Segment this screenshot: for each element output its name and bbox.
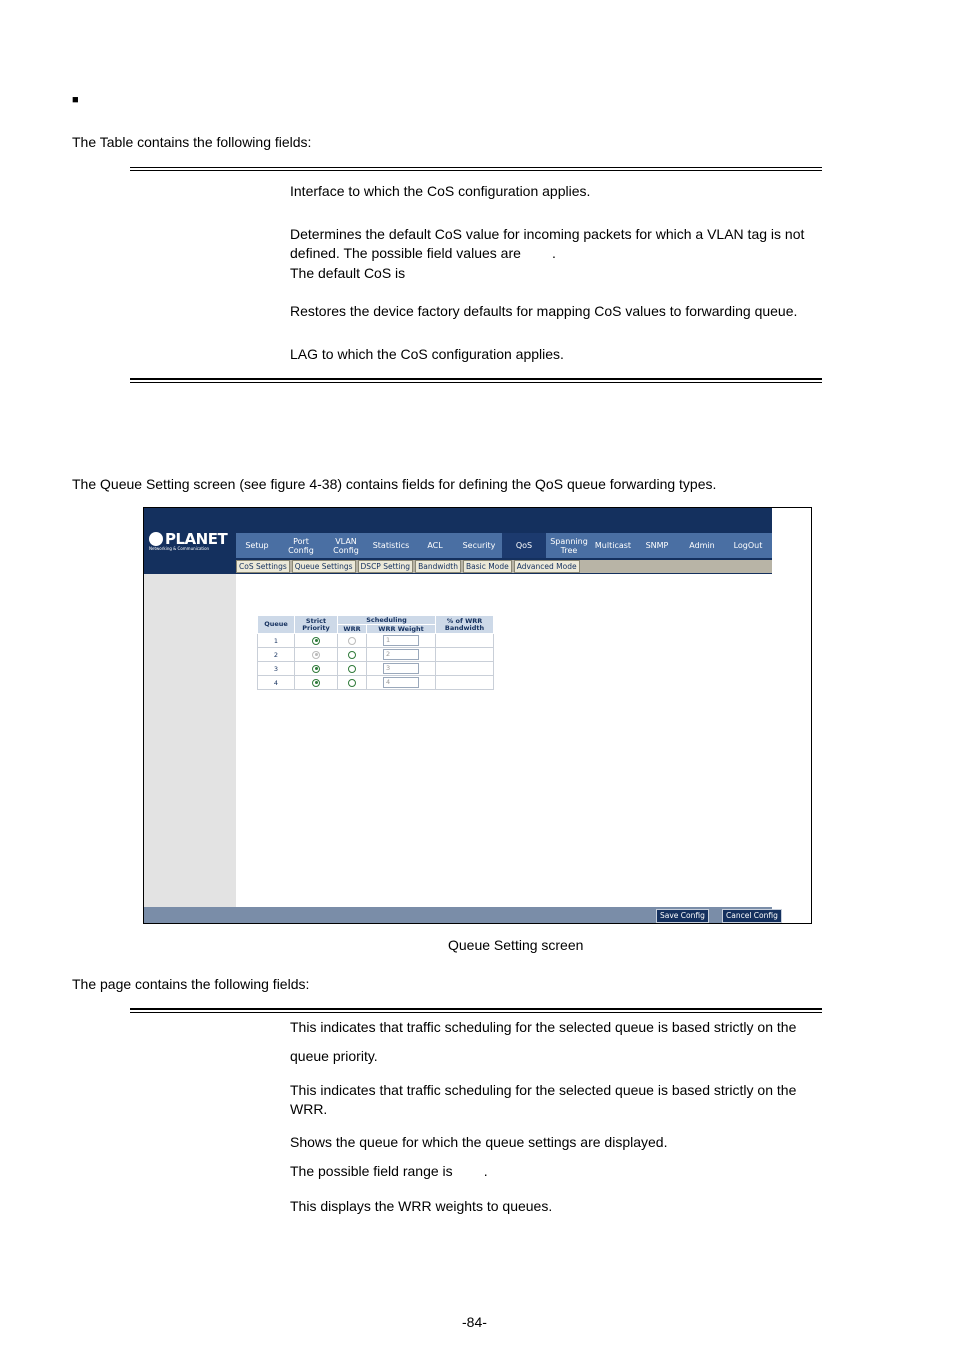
table2-rule-top <box>130 1008 822 1010</box>
nav-item-spanning-tree[interactable]: Spanning Tree <box>550 536 588 555</box>
nav-item-acl[interactable]: ACL <box>427 541 443 550</box>
col-pct-header: % of WRR Bandwidth <box>436 616 494 634</box>
wrr-radio[interactable] <box>348 637 356 645</box>
wrr-weight-input[interactable]: 2 <box>383 649 419 660</box>
wrr-bandwidth-cell <box>436 634 494 648</box>
col-weight-header: WRR Weight <box>367 625 436 634</box>
nav-item-security[interactable]: Security <box>462 541 496 550</box>
field-desc-wrr: This indicates that traffic scheduling for the selected queue is based strictly on the <box>290 1082 797 1098</box>
nav-item-admin[interactable]: Admin <box>689 541 715 550</box>
queue-setting-screenshot <box>143 507 812 924</box>
queue-settings-table <box>257 615 494 690</box>
subnav-item-advanced-mode[interactable]: Advanced Mode <box>514 560 580 573</box>
queue-number: 4 <box>258 676 295 690</box>
table1-rule-top <box>130 167 822 168</box>
nav-item-statistics[interactable]: Statistics <box>372 541 410 550</box>
nav-item-logout[interactable]: LogOut <box>733 541 763 550</box>
table2-rule-top2 <box>130 1012 822 1013</box>
field-desc-queue-2: The possible field range is . <box>290 1163 488 1179</box>
wrr-weight-input[interactable]: 3 <box>383 663 419 674</box>
main-nav <box>236 533 772 558</box>
col-wrr-header: WRR <box>338 625 367 634</box>
bullet-marker: ■ <box>72 94 79 106</box>
sub-nav <box>236 560 772 573</box>
subnav-item-cos-settings[interactable]: CoS Settings <box>236 560 290 573</box>
field-desc-restore: Restores the device factory defaults for mapping CoS values to forwarding queue. <box>290 303 798 319</box>
field-desc-wrr-2: WRR. <box>290 1101 328 1117</box>
field-desc-interface: Interface to which the CoS configuration applies. <box>290 183 591 199</box>
field-desc-default-cos-3: The default CoS is <box>290 265 406 281</box>
nav-item-setup[interactable]: Setup <box>245 541 269 550</box>
table-row <box>258 662 494 676</box>
save-config-button[interactable]: Save Config <box>656 909 709 923</box>
intro-text-3: The page contains the following fields: <box>72 976 310 992</box>
nav-item-port-config[interactable]: Port Config <box>288 536 314 555</box>
nav-item-vlan-config[interactable]: VLAN Config <box>333 536 359 555</box>
scheduling-header: Scheduling <box>338 616 436 625</box>
wrr-bandwidth-cell <box>436 676 494 690</box>
left-panel <box>144 574 236 907</box>
wrr-radio[interactable] <box>348 679 356 687</box>
wrr-radio[interactable] <box>348 665 356 673</box>
strict-priority-radio[interactable] <box>312 665 320 673</box>
table1-rule-top2 <box>130 170 822 171</box>
header-bar <box>144 508 772 574</box>
queue-number: 2 <box>258 648 295 662</box>
wrr-weight-input[interactable]: 4 <box>383 677 419 688</box>
wrr-bandwidth-cell <box>436 662 494 676</box>
cancel-config-button[interactable]: Cancel Config <box>722 909 782 923</box>
nav-item-qos[interactable]: QoS <box>502 533 546 558</box>
planet-logo-icon <box>149 532 163 546</box>
field-desc-default-cos-2: defined. The possible field values are . <box>290 245 556 261</box>
subnav-item-bandwidth[interactable]: Bandwidth <box>415 560 461 573</box>
nav-item-multicast[interactable]: Multicast <box>594 541 632 550</box>
planet-logo: PLANET Networking & Communication <box>149 530 228 551</box>
table-row <box>258 676 494 690</box>
nav-item-snmp[interactable]: SNMP <box>645 541 669 550</box>
wrr-radio[interactable] <box>348 651 356 659</box>
subnav-item-basic-mode[interactable]: Basic Mode <box>463 560 512 573</box>
table-row <box>258 648 494 662</box>
figure-caption: Queue Setting screen <box>448 937 584 953</box>
subnav-item-dscp-setting[interactable]: DSCP Setting <box>358 560 414 573</box>
strict-priority-radio[interactable] <box>312 679 320 687</box>
strict-priority-radio[interactable] <box>312 651 320 659</box>
table1-rule-bottom2 <box>130 382 822 383</box>
field-desc-weight: This displays the WRR weights to queues. <box>290 1198 553 1214</box>
table-row <box>258 634 494 648</box>
queue-number: 1 <box>258 634 295 648</box>
field-desc-queue: Shows the queue for which the queue settings are displayed. <box>290 1134 668 1150</box>
subnav-item-queue-settings[interactable]: Queue Settings <box>292 560 356 573</box>
col-queue-header: Queue <box>258 616 295 634</box>
field-desc-strict-2: queue priority. <box>290 1048 378 1064</box>
field-desc-default-cos: Determines the default CoS value for incoming packets for which a VLAN tag is not <box>290 226 805 242</box>
wrr-weight-input[interactable]: 1 <box>383 635 419 646</box>
col-strict-header: Strict Priority <box>295 616 338 634</box>
queue-number: 3 <box>258 662 295 676</box>
field-desc-strict: This indicates that traffic scheduling for the selected queue is based strictly on the <box>290 1019 797 1035</box>
field-desc-lag: LAG to which the CoS configuration applies. <box>290 346 564 362</box>
wrr-bandwidth-cell <box>436 648 494 662</box>
intro-text-2: The Queue Setting screen (see figure 4-38) contains fields for defining the QoS queue forwarding types. <box>72 476 717 492</box>
strict-priority-radio[interactable] <box>312 637 320 645</box>
table1-rule-bottom <box>130 378 822 380</box>
intro-text-1: The Table contains the following fields: <box>72 134 312 150</box>
page-number: -84- <box>462 1314 487 1330</box>
